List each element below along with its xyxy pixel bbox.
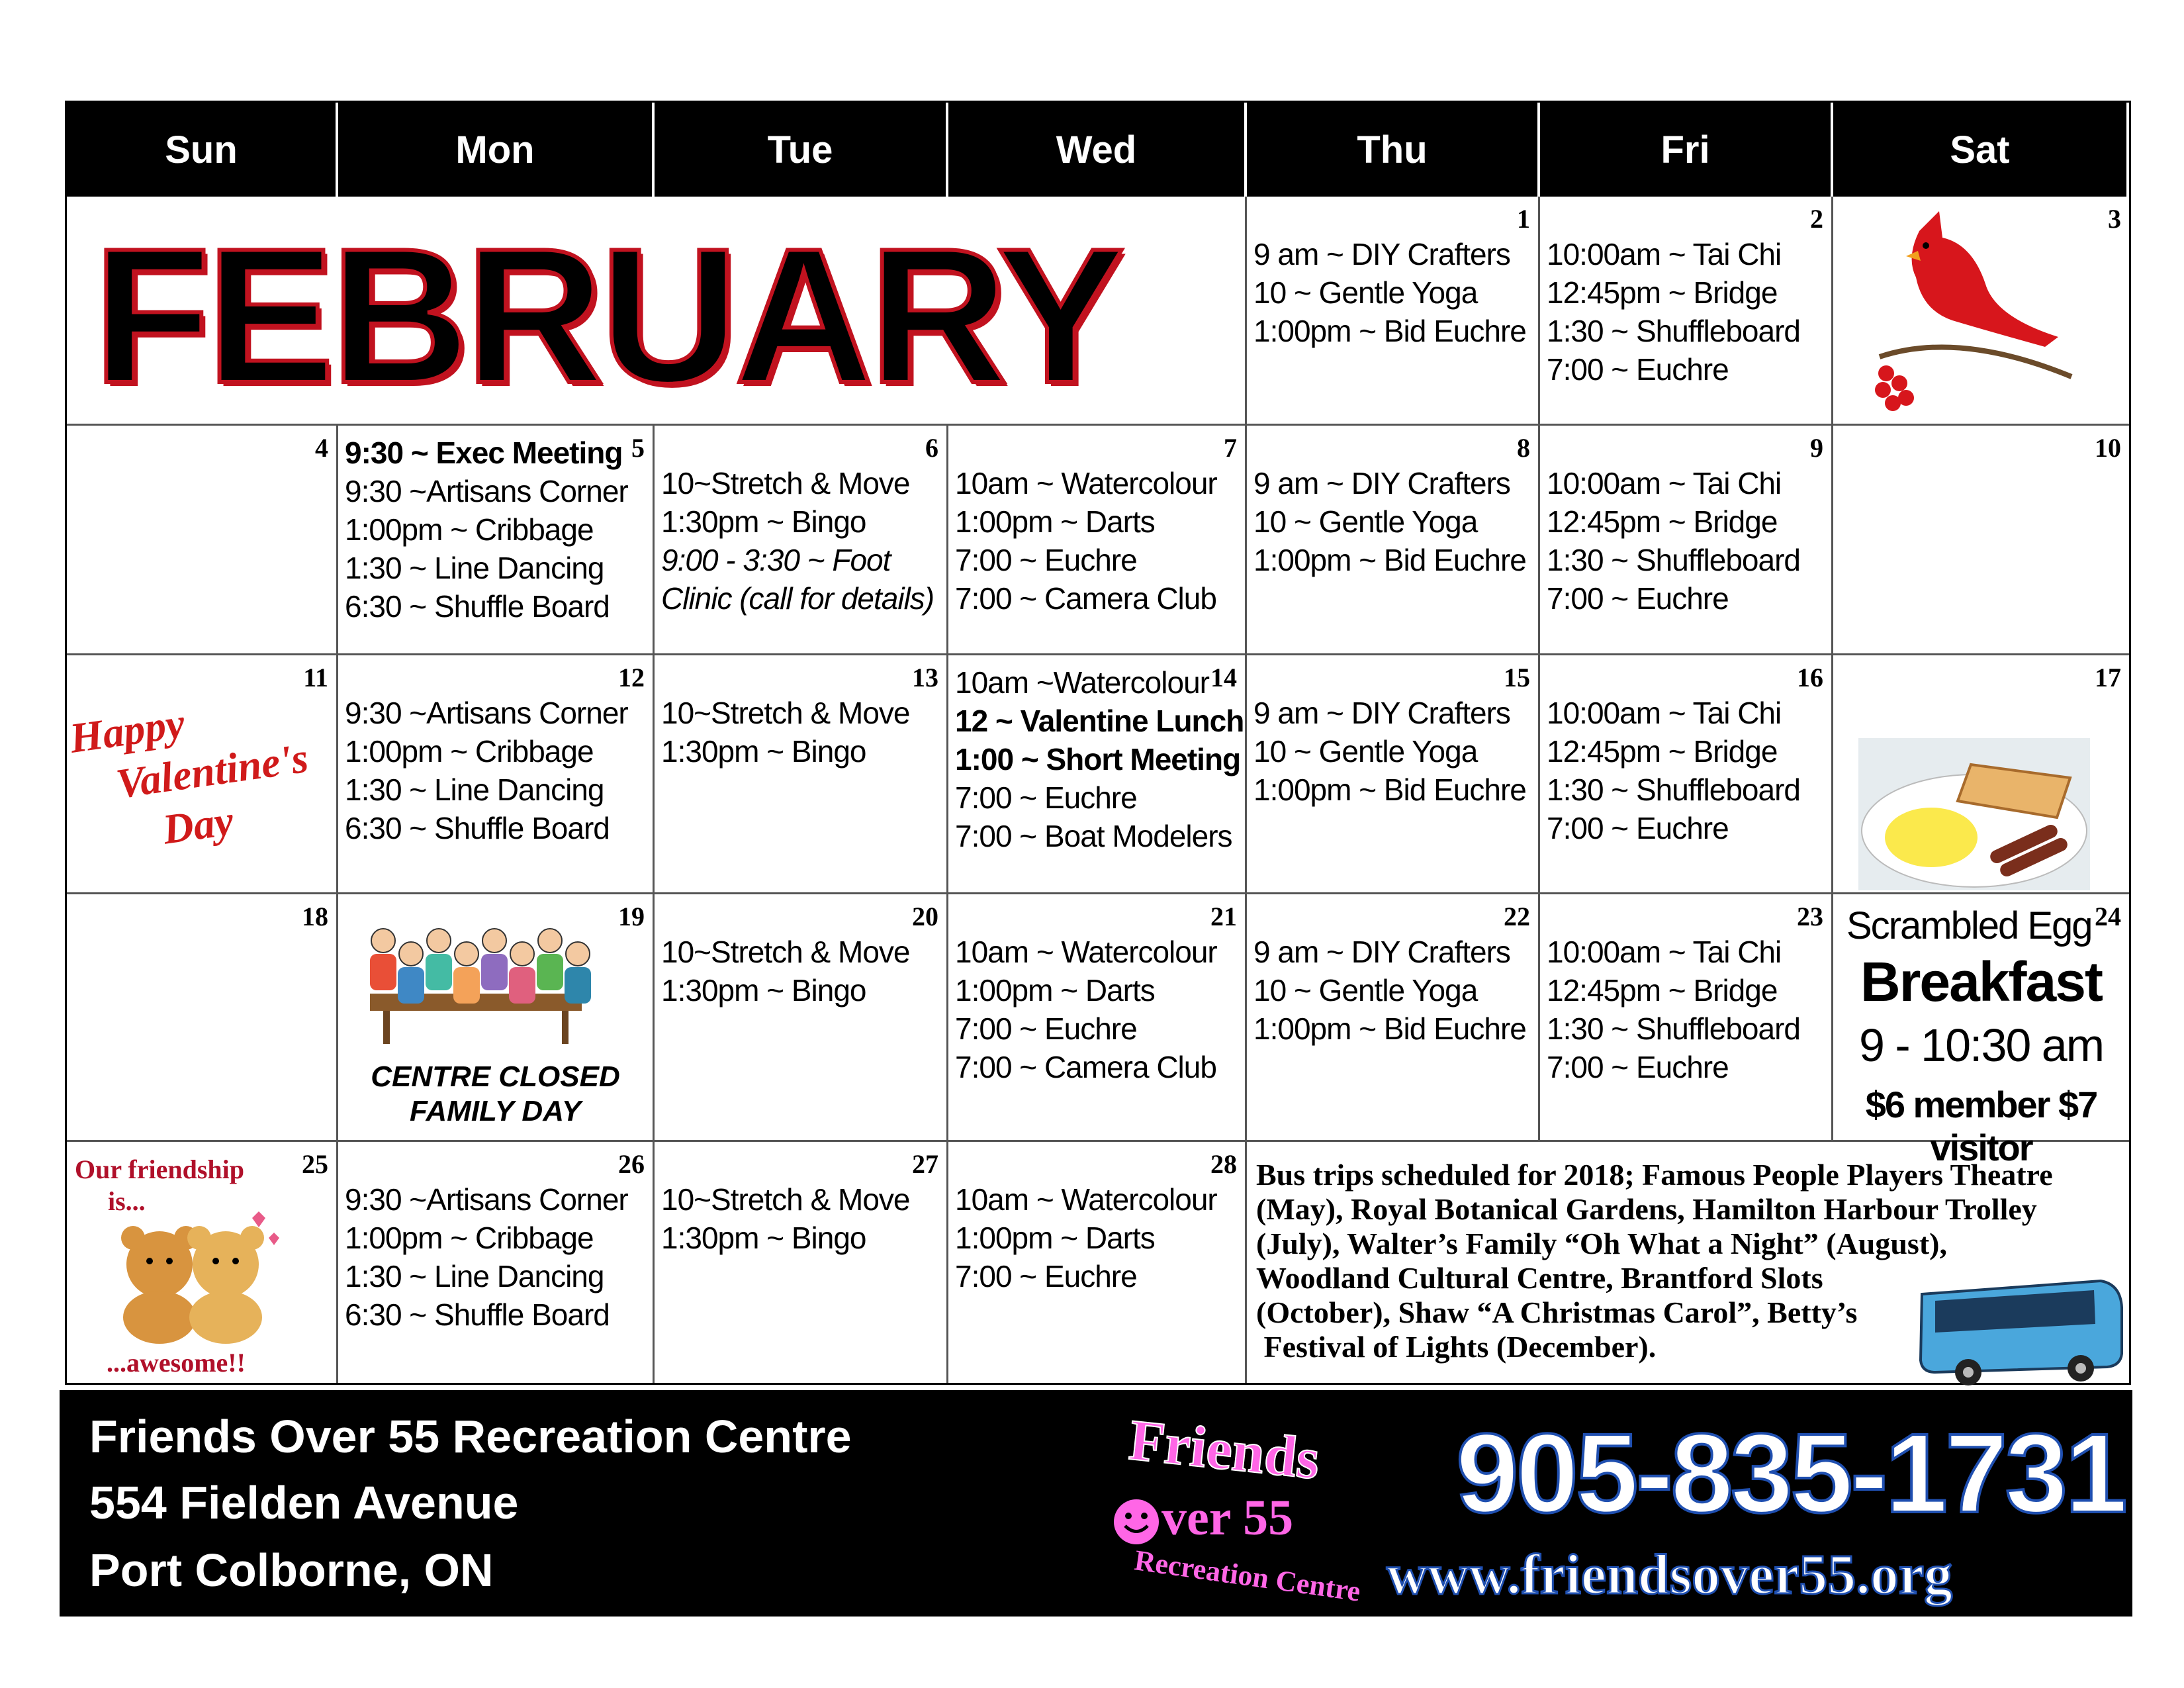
day-cell-26 — [338, 1142, 655, 1383]
event-item: 7:00 ~ Euchre — [955, 543, 1137, 577]
day-number: 8 — [1517, 433, 1530, 463]
day-number: 21 — [1210, 902, 1237, 931]
friendship-caption-bottom: ...awesome!! — [107, 1348, 246, 1378]
event-item: 9 am ~ DIY Crafters — [1253, 237, 1510, 271]
event-item: 10 ~ Gentle Yoga — [1253, 734, 1478, 769]
event-list — [1253, 933, 1534, 1048]
day-number: 15 — [1504, 663, 1530, 692]
event-item: 10~Stretch & Move — [661, 696, 910, 730]
day-cell-17 — [1833, 655, 2129, 894]
event-item: 1:30 ~ Line Dancing — [345, 773, 604, 807]
event-list — [1547, 694, 1827, 847]
day-cell-24 — [1833, 894, 2129, 1168]
day-header-sat: Sat — [1833, 103, 2129, 197]
day-number: 18 — [302, 902, 328, 931]
day-cell-11 — [67, 655, 338, 894]
calendar-grid — [65, 101, 2131, 1385]
bus-icon — [1909, 1268, 2127, 1387]
event-list — [1253, 464, 1534, 579]
day-cell-3 — [1833, 197, 2129, 426]
day-cell-6 — [655, 426, 948, 655]
bus-trips-line: Woodland Cultural Centre, Brantford Slots — [1256, 1261, 1823, 1295]
day-number: 4 — [315, 433, 328, 463]
day-number: 2 — [1810, 204, 1823, 234]
event-item: 10 ~ Gentle Yoga — [1253, 504, 1478, 539]
event-item: 9 am ~ DIY Crafters — [1253, 935, 1510, 969]
event-list — [1253, 694, 1534, 809]
day-number: 13 — [912, 663, 938, 692]
friendship-caption-top — [75, 1154, 244, 1217]
event-item: 7:00 ~ Euchre — [955, 1011, 1137, 1046]
day-header-fri: Fri — [1540, 103, 1833, 197]
day-number: 9 — [1810, 433, 1823, 463]
day-number: 27 — [912, 1149, 938, 1179]
event-item: 9:30 ~Artisans Corner — [345, 474, 628, 508]
breakfast-plate-icon — [1858, 738, 2090, 890]
event-list — [661, 694, 942, 771]
event-item: 9:30 ~ Exec Meeting — [345, 436, 623, 470]
month-title-text: FEBRUARY — [93, 208, 1121, 423]
event-item: 1:30pm ~ Bingo — [661, 734, 866, 769]
bus-trips-line: (July), Walter’s Family “Oh What a Night” (August), — [1256, 1227, 1947, 1260]
event-item: 12:45pm ~ Bridge — [1547, 504, 1778, 539]
friendship-line: is... — [108, 1186, 146, 1216]
event-item: 12:45pm ~ Bridge — [1547, 275, 1778, 310]
event-item: 1:00pm ~ Bid Euchre — [1253, 314, 1526, 348]
day-cell-7 — [948, 426, 1247, 655]
bus-trips-line: Festival of Lights (December). — [1256, 1330, 1657, 1364]
day-number: 1 — [1517, 204, 1530, 234]
event-item: 7:00 ~ Euchre — [1547, 581, 1729, 616]
day-number: 20 — [912, 902, 938, 931]
footer: Friends Over 55 Recreation Centre 554 Fielden Avenue Port Colborne, ON Friends ver 55 Recreation Centre 905-835-1731 www.friendsover55.org — [60, 1390, 2132, 1617]
event-item: 1:30pm ~ Bingo — [661, 504, 866, 539]
event-item: 1:00pm ~ Bid Euchre — [1253, 773, 1526, 807]
day-number: 14 — [1210, 663, 1237, 692]
event-item: 10:00am ~ Tai Chi — [1547, 696, 1782, 730]
day-header-mon: Mon — [338, 103, 655, 197]
day-cell-8 — [1247, 426, 1540, 655]
event-list — [955, 663, 1244, 855]
centre-name: Friends Over 55 Recreation Centre — [89, 1411, 852, 1462]
event-item: 9 am ~ DIY Crafters — [1253, 466, 1510, 500]
breakfast-line: $6 member $7 visitor — [1865, 1084, 2097, 1168]
event-item: 9:30 ~Artisans Corner — [345, 1182, 628, 1217]
event-list — [955, 1180, 1241, 1295]
day-number: 11 — [303, 663, 328, 692]
event-item: 9:30 ~Artisans Corner — [345, 696, 628, 730]
event-item: 1:30 ~ Line Dancing — [345, 1259, 604, 1293]
valentines-art-line: Valentine's — [113, 733, 311, 808]
street-address: 554 Fielden Avenue — [89, 1477, 519, 1528]
event-item: 7:00 ~ Euchre — [1547, 352, 1729, 387]
cardinal-icon — [1860, 205, 2078, 416]
day-header-tue: Tue — [655, 103, 948, 197]
breakfast-line: Breakfast — [1860, 951, 2102, 1013]
event-item: 9:00 - 3:30 ~ Foot — [661, 543, 891, 577]
teddy-bears-icon — [100, 1211, 298, 1344]
event-item: 10~Stretch & Move — [661, 1182, 910, 1217]
day-cell-4 — [67, 426, 338, 655]
day-cell-18 — [67, 894, 338, 1142]
day-cell-14 — [948, 655, 1247, 894]
smiley-icon — [1111, 1496, 1162, 1548]
day-number: 3 — [2108, 204, 2121, 234]
bus-trips-line: (May), Royal Botanical Gardens, Hamilton Harbour Trolley — [1256, 1192, 2037, 1226]
event-item: 7:00 ~ Euchre — [1547, 811, 1729, 845]
day-cell-10 — [1833, 426, 2129, 655]
event-item: 10am ~ Watercolour — [955, 1182, 1217, 1217]
event-item: 10:00am ~ Tai Chi — [1547, 935, 1782, 969]
phone-number: 905-835-1731 — [1456, 1411, 2125, 1536]
day-cell-15 — [1247, 655, 1540, 894]
friendship-line: Our friendship — [75, 1154, 244, 1184]
day-number: 19 — [618, 902, 645, 931]
breakfast-line: Scrambled Egg — [1846, 904, 2092, 947]
event-item: 10:00am ~ Tai Chi — [1547, 237, 1782, 271]
event-item: 1:30 ~ Shuffleboard — [1547, 1011, 1800, 1046]
day-number: 5 — [631, 433, 645, 463]
day-cell-13 — [655, 655, 948, 894]
day-cell-22 — [1247, 894, 1540, 1142]
bus-trips-line: (October), Shaw “A Christmas Carol”, Betty’s — [1256, 1295, 1858, 1329]
event-item: 1:30 ~ Shuffleboard — [1547, 773, 1800, 807]
breakfast-line: 9 - 10:30 am — [1859, 1019, 2103, 1071]
event-item: 7:00 ~ Euchre — [955, 1259, 1137, 1293]
event-item: 7:00 ~ Boat Modelers — [955, 819, 1232, 853]
event-item: 1:30 ~ Line Dancing — [345, 551, 604, 585]
event-item: 1:30pm ~ Bingo — [661, 1221, 866, 1255]
day-number: 6 — [925, 433, 938, 463]
day-cell-5 — [338, 426, 655, 655]
family-gathering-icon — [343, 908, 608, 1053]
event-item: 10~Stretch & Move — [661, 466, 910, 500]
day-number: 23 — [1797, 902, 1823, 931]
valentines-art-line: Day — [159, 796, 236, 853]
event-item: 1:00pm ~ Darts — [955, 504, 1155, 539]
event-item: 9 am ~ DIY Crafters — [1253, 696, 1510, 730]
event-item: 10am ~ Watercolour — [955, 466, 1217, 500]
city: Port Colborne, ON — [89, 1544, 494, 1596]
event-item: 1:00pm ~ Bid Euchre — [1253, 1011, 1526, 1046]
event-item: 1:00pm ~ Cribbage — [345, 734, 594, 769]
event-item: 1:00pm ~ Darts — [955, 1221, 1155, 1255]
day-number: 25 — [302, 1149, 328, 1179]
event-item: 10 ~ Gentle Yoga — [1253, 275, 1478, 310]
day-cell-23 — [1540, 894, 1833, 1142]
event-list — [345, 434, 649, 626]
valentines-art-line: Happy — [66, 699, 188, 762]
event-item: 7:00 ~ Euchre — [955, 780, 1137, 815]
day-cell-25 — [67, 1142, 338, 1383]
month-title — [93, 210, 1258, 422]
event-list — [345, 694, 649, 847]
month-banner-cell — [67, 197, 1247, 426]
day-cell-2 — [1540, 197, 1833, 426]
day-cell-9 — [1540, 426, 1833, 655]
event-list — [1547, 933, 1827, 1086]
valentines-art — [67, 679, 338, 867]
day-number: 22 — [1504, 902, 1530, 931]
event-item: 12:45pm ~ Bridge — [1547, 734, 1778, 769]
event-list — [1547, 464, 1827, 618]
event-item: 1:30 ~ Shuffleboard — [1547, 543, 1800, 577]
closure-notice-line: FAMILY DAY — [409, 1095, 582, 1127]
event-item: 1:00pm ~ Cribbage — [345, 512, 594, 547]
day-cell-16 — [1540, 655, 1833, 894]
event-item: 1:00pm ~ Darts — [955, 973, 1155, 1008]
event-list — [1547, 235, 1827, 389]
event-item: 10:00am ~ Tai Chi — [1547, 466, 1782, 500]
event-item: 7:00 ~ Camera Club — [955, 1050, 1216, 1084]
event-item: 12:45pm ~ Bridge — [1547, 973, 1778, 1008]
event-item: 12 ~ Valentine Lunch — [955, 704, 1244, 738]
day-number: 28 — [1210, 1149, 1237, 1179]
event-item: 1:00pm ~ Cribbage — [345, 1221, 594, 1255]
day-number: 26 — [618, 1149, 645, 1179]
day-header-thu: Thu — [1247, 103, 1540, 197]
day-cell-12 — [338, 655, 655, 894]
event-item: 6:30 ~ Shuffle Board — [345, 811, 610, 845]
event-item: 6:30 ~ Shuffle Board — [345, 1297, 610, 1332]
day-number: 7 — [1224, 433, 1237, 463]
bus-trips-cell — [1247, 1142, 2129, 1383]
day-number: 10 — [2095, 433, 2121, 463]
event-list — [345, 1180, 649, 1334]
event-item: 1:30pm ~ Bingo — [661, 973, 866, 1008]
event-item: Clinic (call for details) — [661, 581, 934, 616]
day-cell-21 — [948, 894, 1247, 1142]
closure-notice-line: CENTRE CLOSED — [371, 1060, 620, 1093]
event-list — [661, 1180, 942, 1257]
event-item: 1:30 ~ Shuffleboard — [1547, 314, 1800, 348]
day-number: 12 — [618, 663, 645, 692]
day-cell-28 — [948, 1142, 1247, 1383]
event-list — [955, 933, 1241, 1086]
event-item: 10~Stretch & Move — [661, 935, 910, 969]
event-list — [661, 464, 942, 618]
day-cell-20 — [655, 894, 948, 1142]
event-item: 1:00pm ~ Bid Euchre — [1253, 543, 1526, 577]
day-cell-1 — [1247, 197, 1540, 426]
event-item: 1:00 ~ Short Meeting — [955, 742, 1241, 776]
event-list — [661, 933, 942, 1009]
event-item: 10 ~ Gentle Yoga — [1253, 973, 1478, 1008]
event-item: 6:30 ~ Shuffle Board — [345, 589, 610, 624]
bus-trips-line: Bus trips scheduled for 2018; Famous People Players Theatre — [1256, 1158, 2053, 1192]
day-number: 16 — [1797, 663, 1823, 692]
day-cell-19 — [338, 894, 655, 1142]
website-link[interactable]: www.friendsover55.org — [1387, 1542, 1953, 1606]
day-number: 24 — [2095, 902, 2121, 931]
day-cell-27 — [655, 1142, 948, 1383]
closure-notice — [338, 1060, 653, 1129]
event-item: 7:00 ~ Euchre — [1547, 1050, 1729, 1084]
day-number: 17 — [2095, 663, 2121, 692]
event-list — [1253, 235, 1534, 350]
day-header-wed: Wed — [948, 103, 1247, 197]
event-item: 10am ~ Watercolour — [955, 935, 1217, 969]
day-header-sun: Sun — [67, 103, 338, 197]
event-item: 10am ~Watercolour — [955, 665, 1209, 700]
event-list — [955, 464, 1241, 618]
event-item: 7:00 ~ Camera Club — [955, 581, 1216, 616]
